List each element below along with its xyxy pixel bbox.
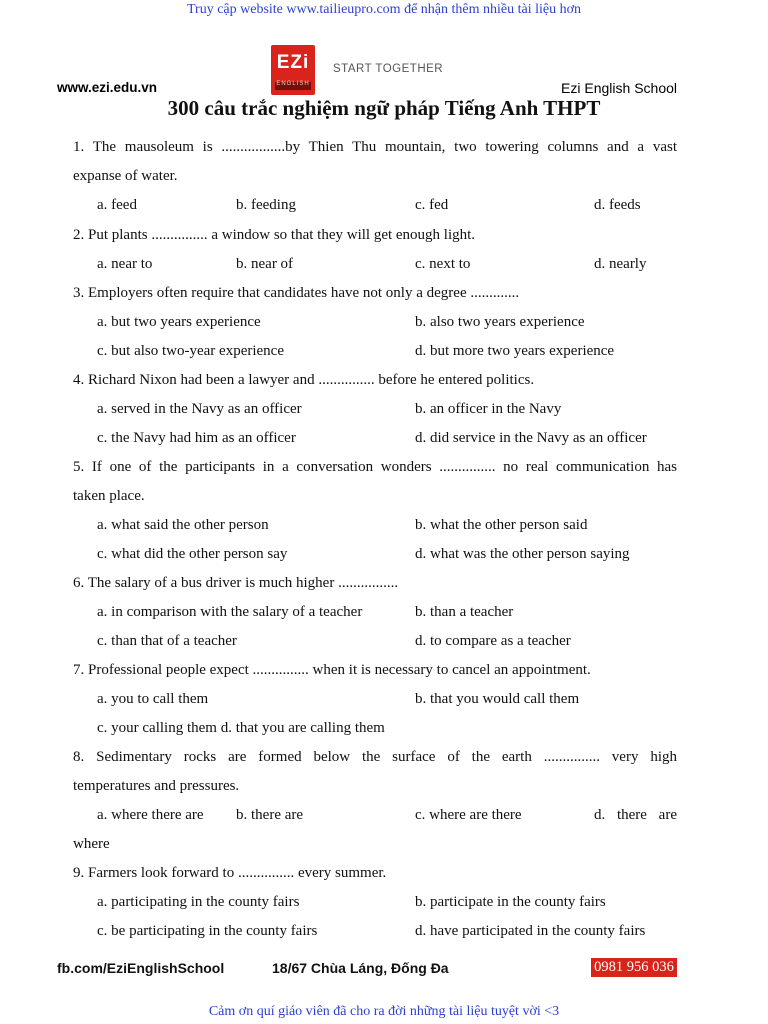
q1-option-c: c. fed xyxy=(415,197,449,213)
q8-option-a: a. where there are xyxy=(97,807,204,823)
q2-option-c: c. next to xyxy=(415,256,471,272)
q5-option-a: a. what said the other person xyxy=(97,517,269,533)
logo-subtext: ENGLISH xyxy=(276,81,310,87)
slogan: START TOGETHER xyxy=(333,63,444,75)
q7-option-a: a. you to call them xyxy=(97,691,209,707)
q9-option-c: c. be participating in the county fairs xyxy=(97,923,318,939)
q9-option-b: b. participate in the county fairs xyxy=(415,894,606,910)
q5-stem-line1: 5. If one of the participants in a conversation wonders ............... no real communication has xyxy=(73,459,677,475)
q8-option-d-continuation: where xyxy=(73,836,110,852)
top-website-banner[interactable]: Truy cập website www.tailieupro.com để nhận thêm nhiều tài liệu hơn xyxy=(186,2,581,17)
q9-stem: 9. Farmers look forward to ............... every summer. xyxy=(73,865,387,881)
q9-option-a: a. participating in the county fairs xyxy=(97,894,300,910)
footer-phone[interactable]: 0981 956 036 xyxy=(591,958,677,977)
q2-option-b: b. near of xyxy=(236,256,294,272)
q8-option-b: b. there are xyxy=(236,807,304,823)
q1-option-b: b. feeding xyxy=(236,197,296,213)
q1-option-d: d. feeds xyxy=(594,197,641,213)
bottom-thanks-note: Cảm ơn quí giáo viên đã cho ra đời những tài liệu tuyệt vời <3 xyxy=(208,1004,560,1019)
q1-option-a: a. feed xyxy=(97,197,137,213)
q5-option-c: c. what did the other person say xyxy=(97,546,288,562)
q6-option-c: c. than that of a teacher xyxy=(97,633,237,649)
q6-option-a: a. in comparison with the salary of a teacher xyxy=(97,604,363,620)
q3-option-a: a. but two years experience xyxy=(97,314,261,330)
q8-option-d: d. there are xyxy=(594,807,677,823)
q1-stem-line2: expanse of water. xyxy=(73,168,178,184)
q9-option-d: d. have participated in the county fairs xyxy=(415,923,646,939)
footer-facebook[interactable]: fb.com/EziEnglishSchool xyxy=(57,960,225,976)
q3-option-c: c. but also two-year experience xyxy=(97,343,284,359)
q4-option-a: a. served in the Navy as an officer xyxy=(97,401,302,417)
q2-option-d: d. nearly xyxy=(594,256,647,272)
logo-text: EZi xyxy=(276,52,310,73)
q4-option-d: d. did service in the Navy as an officer xyxy=(415,430,647,446)
q4-stem: 4. Richard Nixon had been a lawyer and ............... before he entered politics. xyxy=(73,372,535,388)
q8-stem-line2: temperatures and pressures. xyxy=(73,778,240,794)
q3-option-b: b. also two years experience xyxy=(415,314,585,330)
q5-stem-line2: taken place. xyxy=(73,488,145,504)
q5-option-b: b. what the other person said xyxy=(415,517,588,533)
q6-option-d: d. to compare as a teacher xyxy=(415,633,571,649)
q4-option-c: c. the Navy had him as an officer xyxy=(97,430,296,446)
q8-option-c: c. where are there xyxy=(415,807,522,823)
q7-option-b: b. that you would call them xyxy=(415,691,580,707)
header-website[interactable]: www.ezi.edu.vn xyxy=(57,80,158,95)
q7-option-c-d: c. your calling them d. that you are calling them xyxy=(97,720,385,736)
ezi-logo xyxy=(271,45,315,95)
q3-option-d: d. but more two years experience xyxy=(415,343,615,359)
q4-option-b: b. an officer in the Navy xyxy=(415,401,562,417)
q6-option-b: b. than a teacher xyxy=(415,604,514,620)
page-title: 300 câu trắc nghiệm ngữ pháp Tiếng Anh THPT xyxy=(167,96,601,120)
q8-stem-line1: 8. Sedimentary rocks are formed below the surface of the earth ............... very high xyxy=(73,749,677,765)
q2-stem: 2. Put plants ............... a window so that they will get enough light. xyxy=(73,227,476,243)
q7-stem: 7. Professional people expect ............... when it is necessary to cancel an appointment. xyxy=(73,662,591,678)
footer-address: 18/67 Chùa Láng, Đống Đa xyxy=(272,960,449,976)
q6-stem: 6. The salary of a bus driver is much higher ................ xyxy=(73,575,399,591)
q2-option-a: a. near to xyxy=(97,256,153,272)
q1-stem-line1: 1. The mausoleum is .................by Thien Thu mountain, two towering columns and a vast xyxy=(73,139,677,155)
header-school-name: Ezi English School xyxy=(561,80,677,96)
q3-stem: 3. Employers often require that candidates have not only a degree ............. xyxy=(73,285,520,301)
q5-option-d: d. what was the other person saying xyxy=(415,546,630,562)
